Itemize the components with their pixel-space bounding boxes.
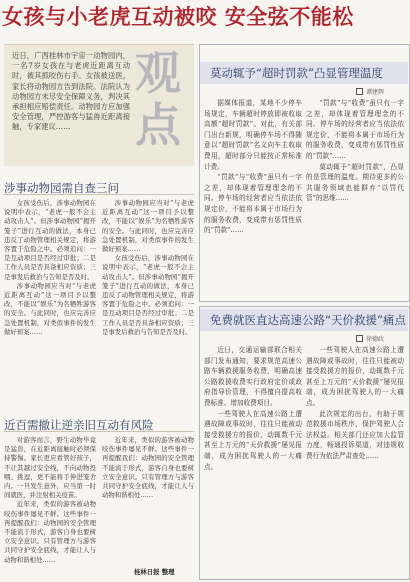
right-section2-para: 此次规定的出台，有助于规范救援市场秩序，保护驾驶人合法权益。相关部门还应加大监管力度，畅通投诉渠道，对违规收费行为依法严肃查处…… [306,409,404,460]
right-section2-para: 一些驾驶人在高速公路上遭遇故障或事故时，往往只能被动接受救援方的报价，动辄数千元甚至上万元的“天价救援”屡见报端，成为困扰驾驶人的一大痛点。 [204,409,302,471]
right-section1-col1 [204,98,302,296]
opinion-watermark [130,47,186,151]
right-section2-banner [200,309,408,331]
left-section2-col1 [4,436,96,578]
right-section1-para: “罚款”与“收费”虽只有一字之差，却体现着管理理念的不同。停车场的经营者应当依法依规定价，不能将本属于市场行为的服务收费，变成带有惩罚性质的“罚款”…… [306,99,404,160]
left-section1-para: 女孩受伤后，涉事动物园在说明中表示，“老虎一般不会主动攻击人”。但涉事动物园“揭开笼子”进行互动的做法，本身已违反了动物管理相关规定，将游客置于危险之中。必须追问：一是互动项目是否经过审批；二是工作人员是否具备相应资质；三是事发后救治与告知是否及时。 [102,254,194,336]
right-section2-author: 徐德政 [366,336,385,343]
left-section1-col2 [102,199,194,411]
left-section1-rule [4,194,194,195]
headline-text: 女孩与小老虎互动被咬 安全弦不能松 [2,5,354,29]
right-section2-byline [356,334,384,343]
right-section1-para: “罚款”与“收费”虽只有一字之差，却体现着管理理念的不同。停车场的经营者应当依法依规定价，不能将本属于市场行为的服务收费，变成带有惩罚性质的“罚款”…… [204,173,302,235]
byline-square-icon [356,335,363,342]
watermark-char-1: 观 [135,46,181,100]
right-section2-col1 [204,345,302,573]
right-section1-byline [356,87,384,96]
watermark-char-2: 点 [135,98,181,152]
right-section1-title: 莫动辄予“超时罚款”凸显管理温度 [210,66,383,80]
left-section1-title: 涉事动物园需自查三问 [4,181,119,195]
right-section2-para: 一些驾驶人在高速公路上遭遇故障或事故时，往往只能被动接受救援方的报价，动辄数千元甚至上万元的“天价救援”屡见报端，成为困扰驾驶人的一大痛点。 [306,346,404,407]
right-section1-para: 据媒体报道，某地不少停车场规定，车辆超时停放即被收取高额“超时罚款”。对此，有关部门出台新规，明确停车场不得随意以“超时罚款”名义向车主收取费用，超时部分只能按正常标准计费。 [204,99,302,171]
left-section2-col2 [102,436,194,562]
right-section2-title: 免费就医直达高速公路“天价救援”痛点 [210,313,406,327]
left-section2-rule [4,431,194,432]
right-section1-col2 [306,98,404,296]
right-section1-author: 谭建辉 [366,89,385,96]
intro-box [4,44,194,166]
left-section1-para: 涉事动物园应当对“与老虎近距离互动”这一项目予以整改，不能以“娱乐”为名牺牲游客的安全。与此同时，也应完善应急处置机制，对类似事件的发生做好预案…… [102,199,194,254]
left-section2-para: 对游客而言，野生动物毕竟是猛兽，在近距离接触时必须保持警惕。家长更应看管好孩子，不让其越过安全线，不向动物投喂、挑逗，更不能将手伸进笼舍内。一旦发生意外，应当第一时间就医，并注射相关疫苗。 [4,436,96,500]
left-section1-col1 [4,199,96,411]
left-section2-para: 近年来，类似的游客被动物咬伤事件屡见不鲜。这些事件一再提醒我们：动物园的安全管理不能流于形式，游客自身也要树立安全意识。只有管理方与游客共同守护安全底线，才能让人与动物和谐相处…… [4,500,96,564]
left-section2-para: 近年来，类似的游客被动物咬伤事件屡见不鲜。这些事件一再提醒我们：动物园的安全管理不能流于形式，游客自身也要树立安全意识。只有管理方与游客共同守护安全底线，才能让人与动物和谐相处…… [102,436,194,500]
right-section1-banner [200,62,408,84]
byline-square-icon [356,88,363,95]
right-section2-col2 [306,345,404,573]
left-credit: 桂林日报 整理 [134,568,175,576]
right-section1-para: 莫动辄予“超时罚款”，凸显的是管理的温度。期待更多的公共服务领域也能摒弃“以罚代管”的思维…… [306,162,404,203]
intro-text: 近日，广西桂林市宇宙一动物园内，一名7岁女孩在与老虎近距离互动时，被其抓咬伤右手。女孩被送医，家长将动物园方告到法院。法院认为动物园方未尽安全保障义务，判决其承担相应赔偿责任。动物园方应加强安全管理，严控游客与猛兽近距离接触，专家建议…… [12,51,130,132]
left-section1-para: 涉事动物园应当对“与老虎近距离互动”这一项目予以整改，不能以“娱乐”为名牺牲游客的安全。与此同时，也应完善应急处置机制，对类似事件的发生做好预案…… [4,281,96,336]
right-section2-para: 近日，交通运输部联合相关部门发布通知，要求规范高速公路车辆救援服务收费，明确高速公路救援收费实行政府定价或政府指导价管理，不得擅自提高收费标准、增加收费项目。 [204,346,302,407]
front-headline [0,0,410,34]
left-section1-para: 女孩受伤后，涉事动物园在说明中表示，“老虎一般不会主动攻击人”。但涉事动物园“揭开笼子”进行互动的做法，本身已违反了动物管理相关规定，将游客置于危险之中。必须追问：一是互动项目是否经过审批；二是工作人员是否具备相应资质；三是事发后救治与告知是否及时。 [4,199,96,281]
left-section2-title: 近百需撤让逆亲旧互动有风险 [4,418,154,432]
